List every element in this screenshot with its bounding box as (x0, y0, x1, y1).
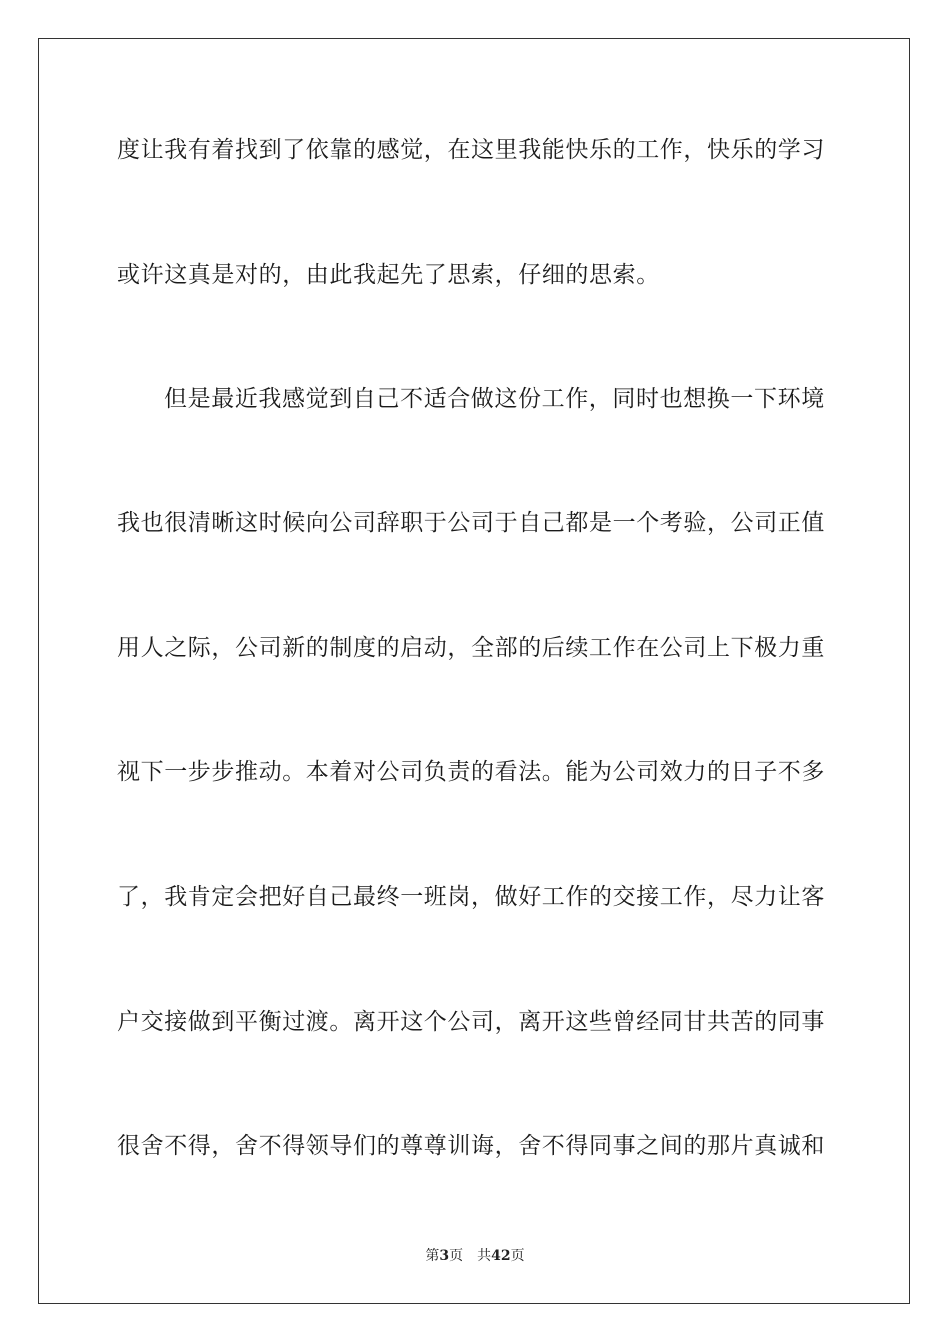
page-suffix: 页 (449, 1248, 464, 1264)
total-suffix: 页 (510, 1248, 525, 1264)
paragraph-line-2: 或许这真是对的，由此我起先了思索，仔细的思索。 (117, 262, 660, 288)
paragraph-line-7: 了，我肯定会把好自己最终一班岗，做好工作的交接工作，尽力让客 (117, 884, 825, 910)
paragraph-line-4: 我也很清晰这时候向公司辞职于公司于自己都是一个考验，公司正值 (117, 510, 825, 536)
paragraph-line-3: 但是最近我感觉到自己不适合做这份工作，同时也想换一下环境 (164, 386, 825, 412)
page-border (38, 38, 910, 1304)
paragraph-line-6: 视下一步步推动。本着对公司负责的看法。能为公司效力的日子不多 (117, 759, 825, 785)
paragraph-line-9: 很舍不得，舍不得领导们的尊尊训诲，舍不得同事之间的那片真诚和 (117, 1133, 825, 1159)
paragraph-line-1: 度让我有着找到了依靠的感觉，在这里我能快乐的工作，快乐的学习 (117, 137, 825, 163)
page-number: 3 (439, 1248, 450, 1264)
paragraph-line-8: 户交接做到平衡过渡。离开这个公司，离开这些曾经同甘共苦的同事 (117, 1009, 825, 1035)
paragraph-line-5: 用人之际，公司新的制度的启动，全部的后续工作在公司上下极力重 (117, 635, 825, 661)
page-footer (0, 1246, 950, 1266)
total-pages: 42 (491, 1248, 511, 1264)
total-prefix: 共 (477, 1248, 492, 1264)
page-prefix: 第 (425, 1248, 440, 1264)
